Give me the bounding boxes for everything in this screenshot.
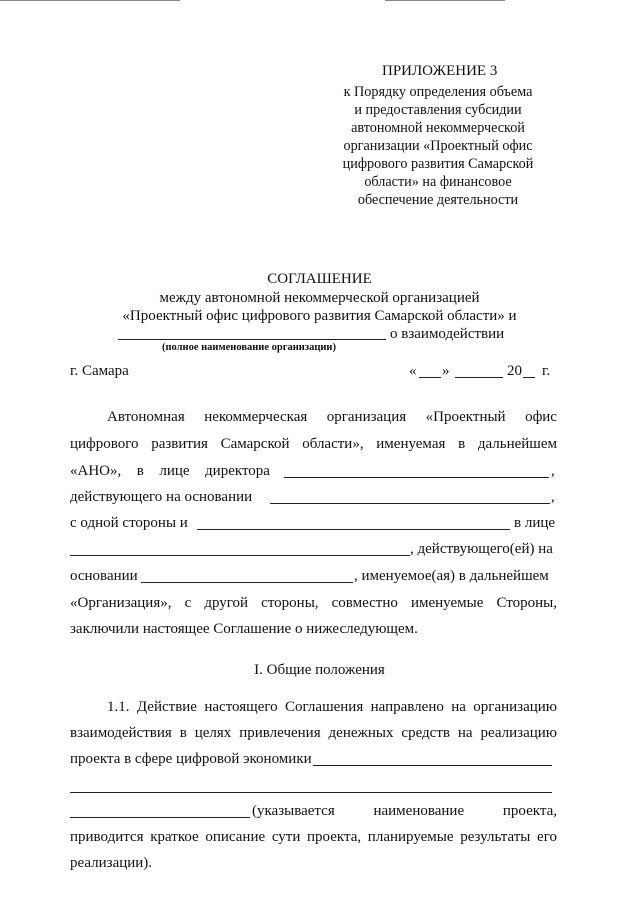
appendix-line: автономной некоммерческой bbox=[351, 120, 525, 136]
intro-line-suffix: в лице bbox=[514, 515, 556, 531]
appendix-line: организации «Проектный офис bbox=[343, 138, 533, 154]
organization-blank bbox=[197, 529, 510, 530]
word: организация bbox=[326, 409, 407, 425]
organization-name-caption: (полное наименование организации) bbox=[162, 342, 336, 353]
appendix-line: области» на финансовое bbox=[364, 174, 512, 190]
word: в bbox=[136, 463, 144, 479]
section-heading: I. Общие положения bbox=[254, 662, 385, 678]
scan-edge-mark bbox=[385, 0, 505, 1]
intro-line bbox=[70, 462, 270, 481]
intro-line: действующего на основании bbox=[70, 489, 253, 505]
agreement-line: между автономной некоммерческой организацией bbox=[159, 290, 480, 306]
project-name-blank bbox=[313, 765, 552, 766]
paragraph-line: взаимодействия в целях привлечения денежных средств на реализацию bbox=[70, 725, 557, 741]
word: офис bbox=[525, 409, 557, 425]
word: «Проектный bbox=[425, 409, 506, 425]
word: некоммерческая bbox=[204, 409, 308, 425]
comma: , bbox=[551, 489, 555, 505]
word: «АНО», bbox=[70, 463, 122, 479]
director-name-blank bbox=[284, 477, 549, 478]
word: (указывается bbox=[252, 803, 335, 819]
intro-line: заключили настоящее Соглашение о нижеследующем. bbox=[70, 621, 418, 637]
agreement-line: о взаимодействии bbox=[390, 326, 505, 342]
agreement-line: «Проектный офис цифрового развития Самарской области» и bbox=[122, 308, 517, 324]
basis-blank bbox=[270, 503, 550, 504]
intro-line-suffix: , действующего(ей) на bbox=[410, 541, 553, 557]
word: директора bbox=[205, 463, 270, 479]
organization-name-blank bbox=[118, 339, 386, 340]
comma: , bbox=[551, 463, 555, 479]
month-blank bbox=[455, 377, 503, 378]
word: проекта, bbox=[502, 803, 557, 819]
appendix-line: и предоставления субсидии bbox=[354, 102, 522, 118]
paragraph-line: проекта в сфере цифровой экономики bbox=[70, 751, 312, 767]
project-description-blank-short bbox=[70, 817, 250, 818]
agreement-title: СОГЛАШЕНИЕ bbox=[267, 271, 372, 287]
project-description-blank bbox=[70, 792, 552, 793]
appendix-line: цифрового развития Самарской bbox=[342, 156, 534, 172]
year-suffix: г. bbox=[542, 363, 551, 379]
paragraph-line: приводится краткое описание сути проекта, планируемые результаты его bbox=[70, 829, 557, 845]
word: наименование bbox=[373, 803, 465, 819]
scan-edge-mark bbox=[0, 0, 180, 1]
intro-line: основании bbox=[70, 568, 138, 584]
appendix-line: обеспечение деятельности bbox=[357, 192, 519, 208]
word: лице bbox=[159, 463, 190, 479]
paragraph-line: 1.1. Действие настоящего Соглашения направлено на организацию bbox=[107, 699, 557, 715]
intro-line: цифрового развития Самарской области», именуемая в дальнейшем bbox=[70, 436, 557, 452]
appendix-line: к Порядку определения объема bbox=[343, 84, 533, 100]
intro-line bbox=[107, 408, 557, 427]
intro-line: «Организация», с другой стороны, совместно именуемые Стороны, bbox=[70, 595, 557, 611]
paragraph-line: реализации). bbox=[70, 855, 153, 871]
year-prefix: 20 bbox=[507, 363, 522, 379]
date-quote-close: » bbox=[442, 363, 450, 379]
day-blank bbox=[419, 377, 441, 378]
date-quote-open: « bbox=[409, 363, 417, 379]
basis-document-blank bbox=[141, 582, 353, 583]
city: г. Самара bbox=[70, 363, 129, 379]
intro-line-suffix: , именуемое(ая) в дальнейшем bbox=[354, 568, 549, 584]
paragraph-line bbox=[252, 802, 557, 821]
appendix-title: ПРИЛОЖЕНИЕ 3 bbox=[382, 63, 498, 79]
word: Автономная bbox=[107, 409, 185, 425]
year-blank bbox=[523, 377, 535, 378]
representative-blank bbox=[70, 555, 410, 556]
intro-line: с одной стороны и bbox=[70, 515, 188, 531]
